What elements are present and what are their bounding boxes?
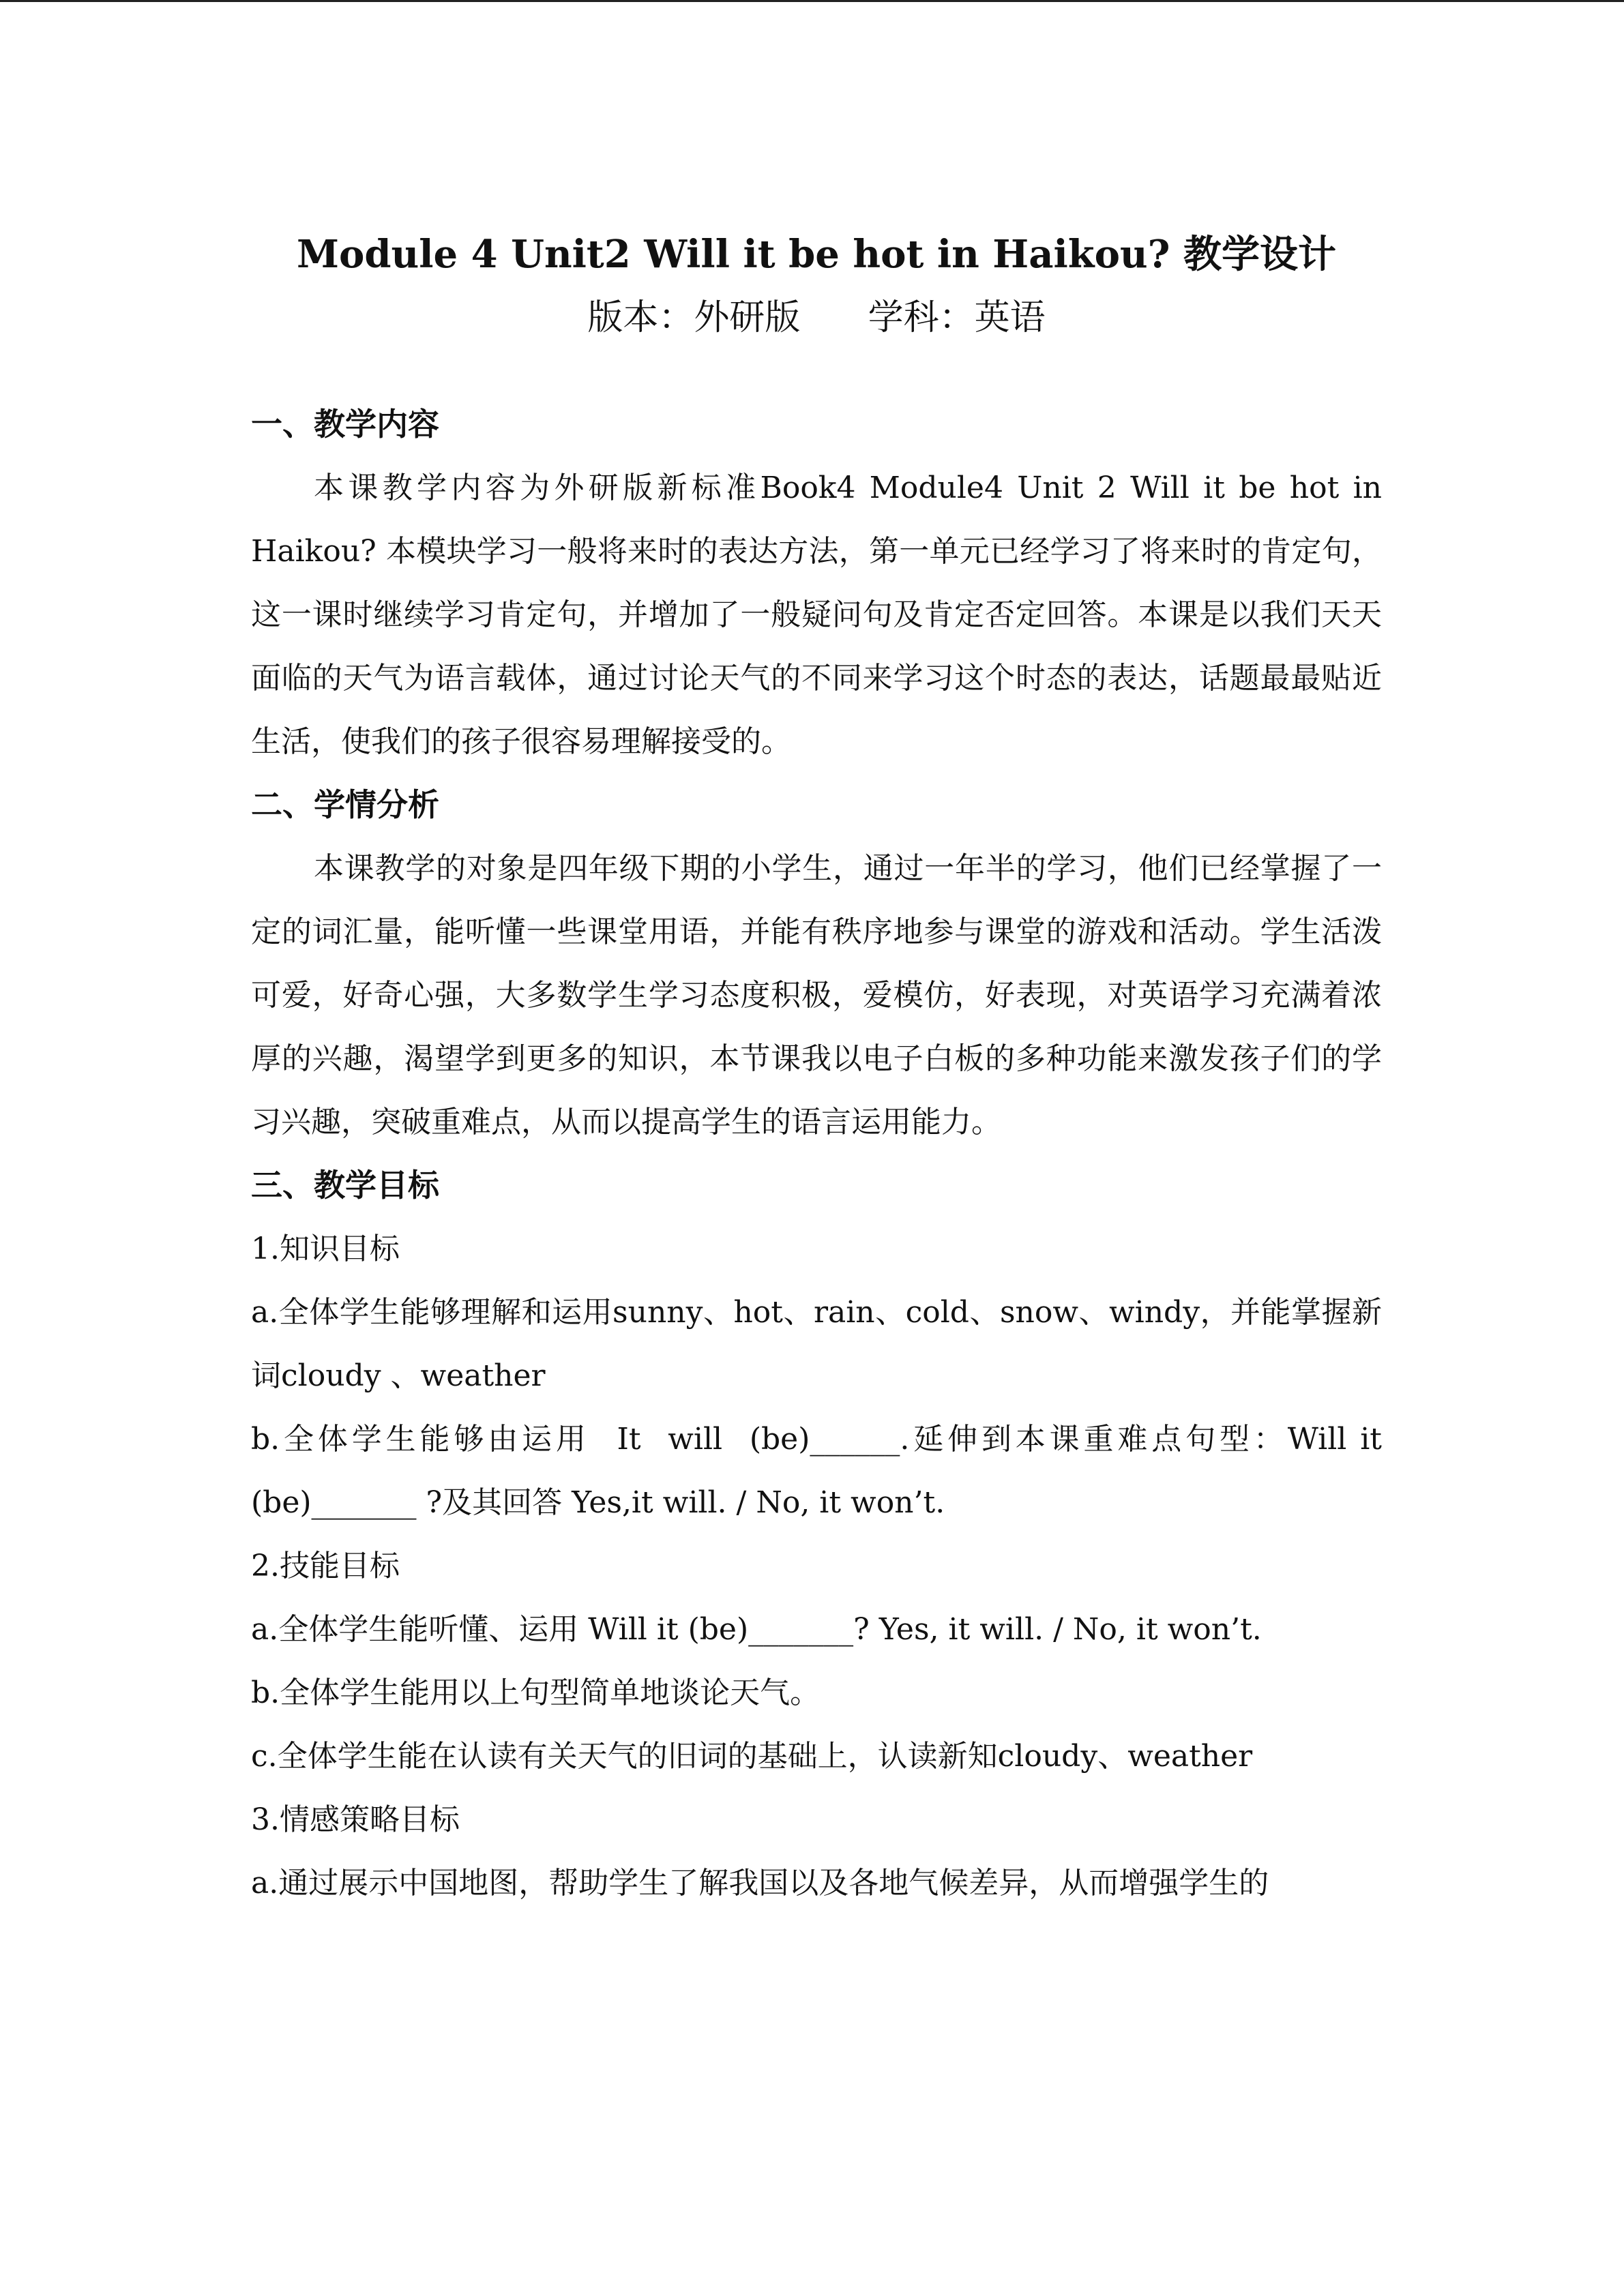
section-paragraph-content: 本课教学内容为外研版新标准Book4 Module4 Unit 2 Will it be hot in Haikou? 本模块学习一般将来时的表达方法，第一单元已经学习了将来时的肯定句，这一课时继续学习肯定句，并增加了一般疑问句及肯定否定回答。本课是以我们天天面临的天气为语言载体，通过讨论天气的不同来学习这个时态的表达，话题最最贴近生活，使我们的孩子很容易理解接受的。 (251, 471, 1382, 759)
section-paragraph-analysis: 本课教学的对象是四年级下期的小学生，通过一年半的学习，他们已经掌握了一定的词汇量，能听懂一些课堂用语，并能有秩序地参与课堂的游戏和活动。学生活泼可爱，好奇心强，大多数学生学习态度积极，爱模仿，好表现，对英语学习充满着浓厚的兴趣，渴望学到更多的知识，本节课我以电子白板的多种功能来激发孩子们的学习兴趣，突破重难点，从而以提高学生的语言运用能力。 (251, 851, 1382, 1139)
document-subtitle: 版本：外研版 学科：英语 (587, 297, 1046, 338)
section-heading-content: 一、教学内容 (251, 406, 439, 443)
objective-skills-b: b.全体学生能用以上句型简单地谈论天气。 (251, 1675, 821, 1710)
section-heading-objectives: 三、教学目标 (251, 1167, 439, 1204)
document-page (251, 225, 1391, 1915)
objective-affective-heading: 3.情感策略目标 (251, 1802, 460, 1837)
objective-skills-c: c.全体学生能在认读有关天气的旧词的基础上，认读新知cloudy、weather (251, 1739, 1253, 1774)
page-top-border (0, 0, 1624, 2)
objective-skills-heading: 2.技能目标 (251, 1549, 400, 1583)
section-heading-analysis: 二、学情分析 (251, 786, 439, 823)
objective-knowledge-heading: 1.知识目标 (251, 1232, 400, 1266)
objective-knowledge-b: b.全体学生能够由运用 It will (be)______.延伸到本课重难点句型：Will it (be)_______ ?及其回答 Yes,it will. / No, it won’t. (251, 1422, 1391, 1520)
objective-knowledge-a: a.全体学生能够理解和运用sunny、hot、rain、cold、snow、windy，并能掌握新词cloudy 、weather (251, 1295, 1382, 1393)
objective-skills-a: a.全体学生能听懂、运用 Will it (be)_______? Yes, it will. / No, it won’t. (251, 1612, 1262, 1647)
document-title: Module 4 Unit2 Will it be hot in Haikou? 教学设计 (297, 232, 1336, 277)
objective-affective-a: a.通过展示中国地图，帮助学生了解我国以及各地气候差异，从而增强学生的 (251, 1866, 1269, 1900)
